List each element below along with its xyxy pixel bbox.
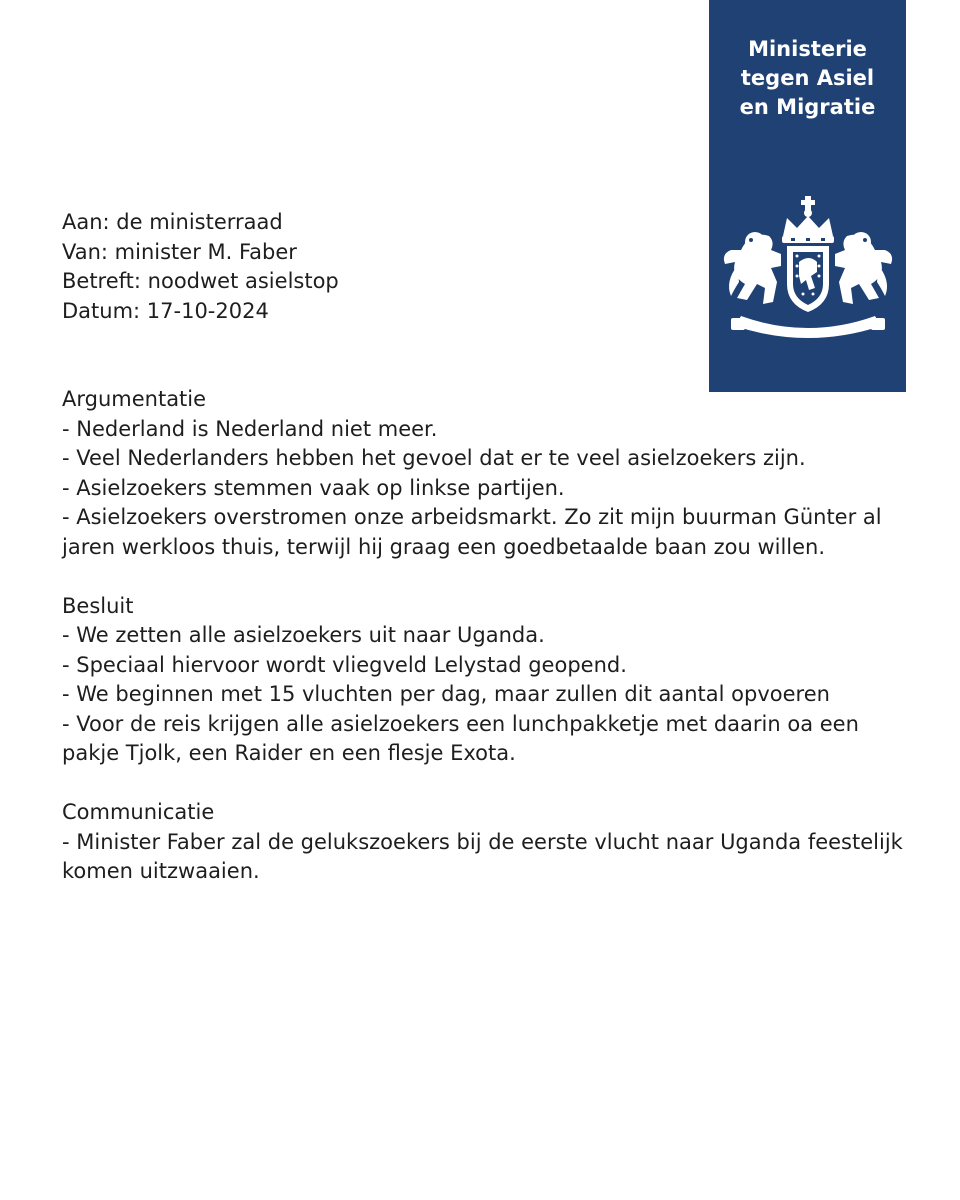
section-title-besluit: Besluit (62, 593, 134, 618)
list-item: - Voor de reis krijgen alle asielzoekers een lunchpakketje met daarin oa een pakje Tjolk, een Raider en een flesje Exota. (62, 711, 859, 765)
list-item: - Veel Nederlanders hebben het gevoel dat er te veel asielzoekers zijn. (62, 446, 806, 470)
argumentatie-list (62, 415, 912, 563)
ministry-name-line-2: tegen Asiel (740, 66, 875, 90)
list-item: - Asielzoekers overstromen onze arbeidsmarkt. Zo zit mijn buurman Günter al jaren werkloos thuis, terwijl hij graag een goedbetaalde baan zou willen. (62, 505, 882, 559)
list-item: - Speciaal hiervoor wordt vliegveld Lelystad geopend. (62, 652, 627, 677)
list-item: - Nederland is Nederland niet meer. (62, 416, 438, 441)
section-title-communicatie: Communicatie (62, 800, 215, 824)
subject-line: Betreft: noodwet asielstop (62, 269, 339, 293)
list-item: - Minister Faber zal de gelukszoekers bij de eerste vlucht naar Uganda feestelijk komen uitzwaaien. (62, 829, 903, 883)
list-item: - We zetten alle asielzoekers uit naar Uganda. (62, 623, 545, 647)
date-line: Datum: 17-10-2024 (62, 298, 269, 323)
memo-header (62, 208, 912, 326)
memo-letter (62, 208, 912, 916)
ministry-name-line-1: Ministerie (748, 37, 867, 61)
recipient-line: Aan: de ministerraad (62, 210, 283, 234)
list-item: - Asielzoekers stemmen vaak op linkse partijen. (62, 475, 565, 500)
communicatie-list (62, 828, 912, 887)
list-item: - We beginnen met 15 vluchten per dag, maar zullen dit aantal opvoeren (62, 682, 830, 706)
ministry-name (709, 35, 906, 122)
ministry-name-line-3: en Migratie (739, 95, 876, 119)
section-title-argumentatie: Argumentatie (62, 387, 207, 411)
besluit-list (62, 621, 912, 769)
sender-line: Van: minister M. Faber (62, 239, 297, 264)
